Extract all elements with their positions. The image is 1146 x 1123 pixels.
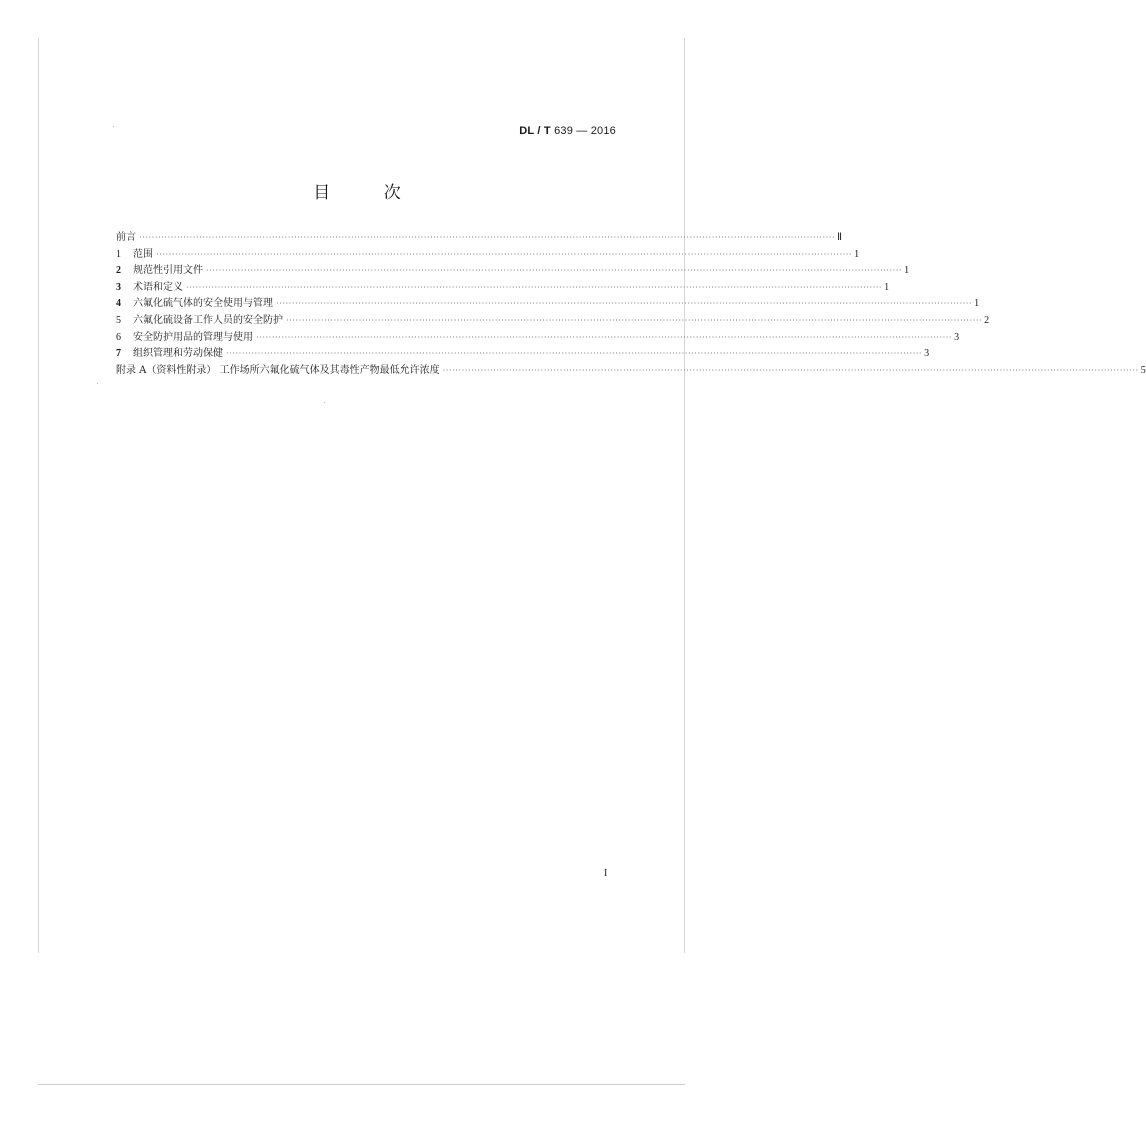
standard-code-prefix: DL / T: [519, 125, 551, 137]
toc-entry-page: Ⅱ: [837, 232, 843, 243]
toc-entry[interactable]: [116, 230, 843, 247]
page-number: I: [604, 868, 608, 879]
toc-entry-number: 7: [116, 348, 121, 360]
page-edge-left: [38, 38, 39, 953]
scan-speck: [113, 126, 114, 127]
toc-entry-label: 组织管理和劳动保健: [133, 348, 223, 360]
toc-entry-page: 1: [974, 298, 980, 310]
toc-entry-number: 2: [116, 265, 121, 277]
toc-entry[interactable]: [116, 296, 980, 313]
toc-entry[interactable]: [116, 363, 1146, 380]
toc-entry-number: 3: [116, 281, 121, 293]
scan-speck: [97, 383, 98, 384]
toc-entry[interactable]: [116, 330, 960, 347]
standard-code: [519, 125, 616, 137]
toc-leader-dots: ····························································································································································································································: [286, 315, 983, 325]
toc-entry-label: 规范性引用文件: [133, 265, 203, 277]
toc-leader-dots: ····························································································································································································································: [226, 349, 923, 359]
toc-entry-number: 1: [116, 248, 121, 260]
toc-entry-label: 六氟化硫设备工作人员的安全防护: [133, 314, 283, 326]
toc-entry-page: 2: [984, 314, 990, 326]
toc-leader-dots: ····························································································································································································································: [442, 365, 1139, 375]
toc-entry-label: 附录 A（资料性附录） 工作场所六氟化硫气体及其毒性产物最低允许浓度: [116, 364, 440, 376]
toc-entry[interactable]: [116, 346, 930, 363]
standard-code-number: 639 — 2016: [554, 125, 616, 137]
toc-leader-dots: ····························································································································································································································: [186, 282, 883, 292]
toc-leader-dots: ····························································································································································································································: [156, 249, 853, 259]
toc-entry[interactable]: [116, 313, 990, 330]
toc-entry[interactable]: [116, 280, 890, 297]
toc-leader-dots: ····························································································································································································································: [206, 266, 903, 276]
toc-entry-page: 1: [904, 265, 910, 277]
toc-leader-dots: ····························································································································································································································: [139, 233, 836, 242]
toc-entry-label: 范围: [133, 248, 153, 260]
toc-entry-page: 3: [924, 348, 930, 360]
toc-entry-label: 前言: [116, 232, 136, 243]
toc-entry-label: 安全防护用品的管理与使用: [133, 331, 253, 343]
toc-leader-dots: ····························································································································································································································: [276, 299, 973, 309]
toc-entry-page: 3: [954, 331, 960, 343]
toc-leader-dots: ····························································································································································································································: [256, 332, 953, 342]
toc-entry[interactable]: [116, 247, 860, 264]
toc-entry-number: 6: [116, 331, 121, 343]
toc-entry-number: 4: [116, 298, 121, 310]
page-edge-bottom: [38, 1084, 685, 1085]
scan-speck: [324, 402, 325, 403]
toc-entry-page: 1: [854, 248, 860, 260]
table-of-contents: [116, 230, 1146, 379]
toc-entry-number: 5: [116, 314, 121, 326]
toc-entry-label: 六氟化硫气体的安全使用与管理: [133, 298, 273, 310]
toc-entry-page: 5: [1140, 364, 1146, 376]
toc-entry-page: 1: [884, 281, 890, 293]
page-edge-right: [684, 38, 685, 953]
toc-entry-label: 术语和定义: [133, 281, 183, 293]
page-title: 目 次: [313, 183, 425, 203]
toc-entry[interactable]: [116, 263, 910, 280]
